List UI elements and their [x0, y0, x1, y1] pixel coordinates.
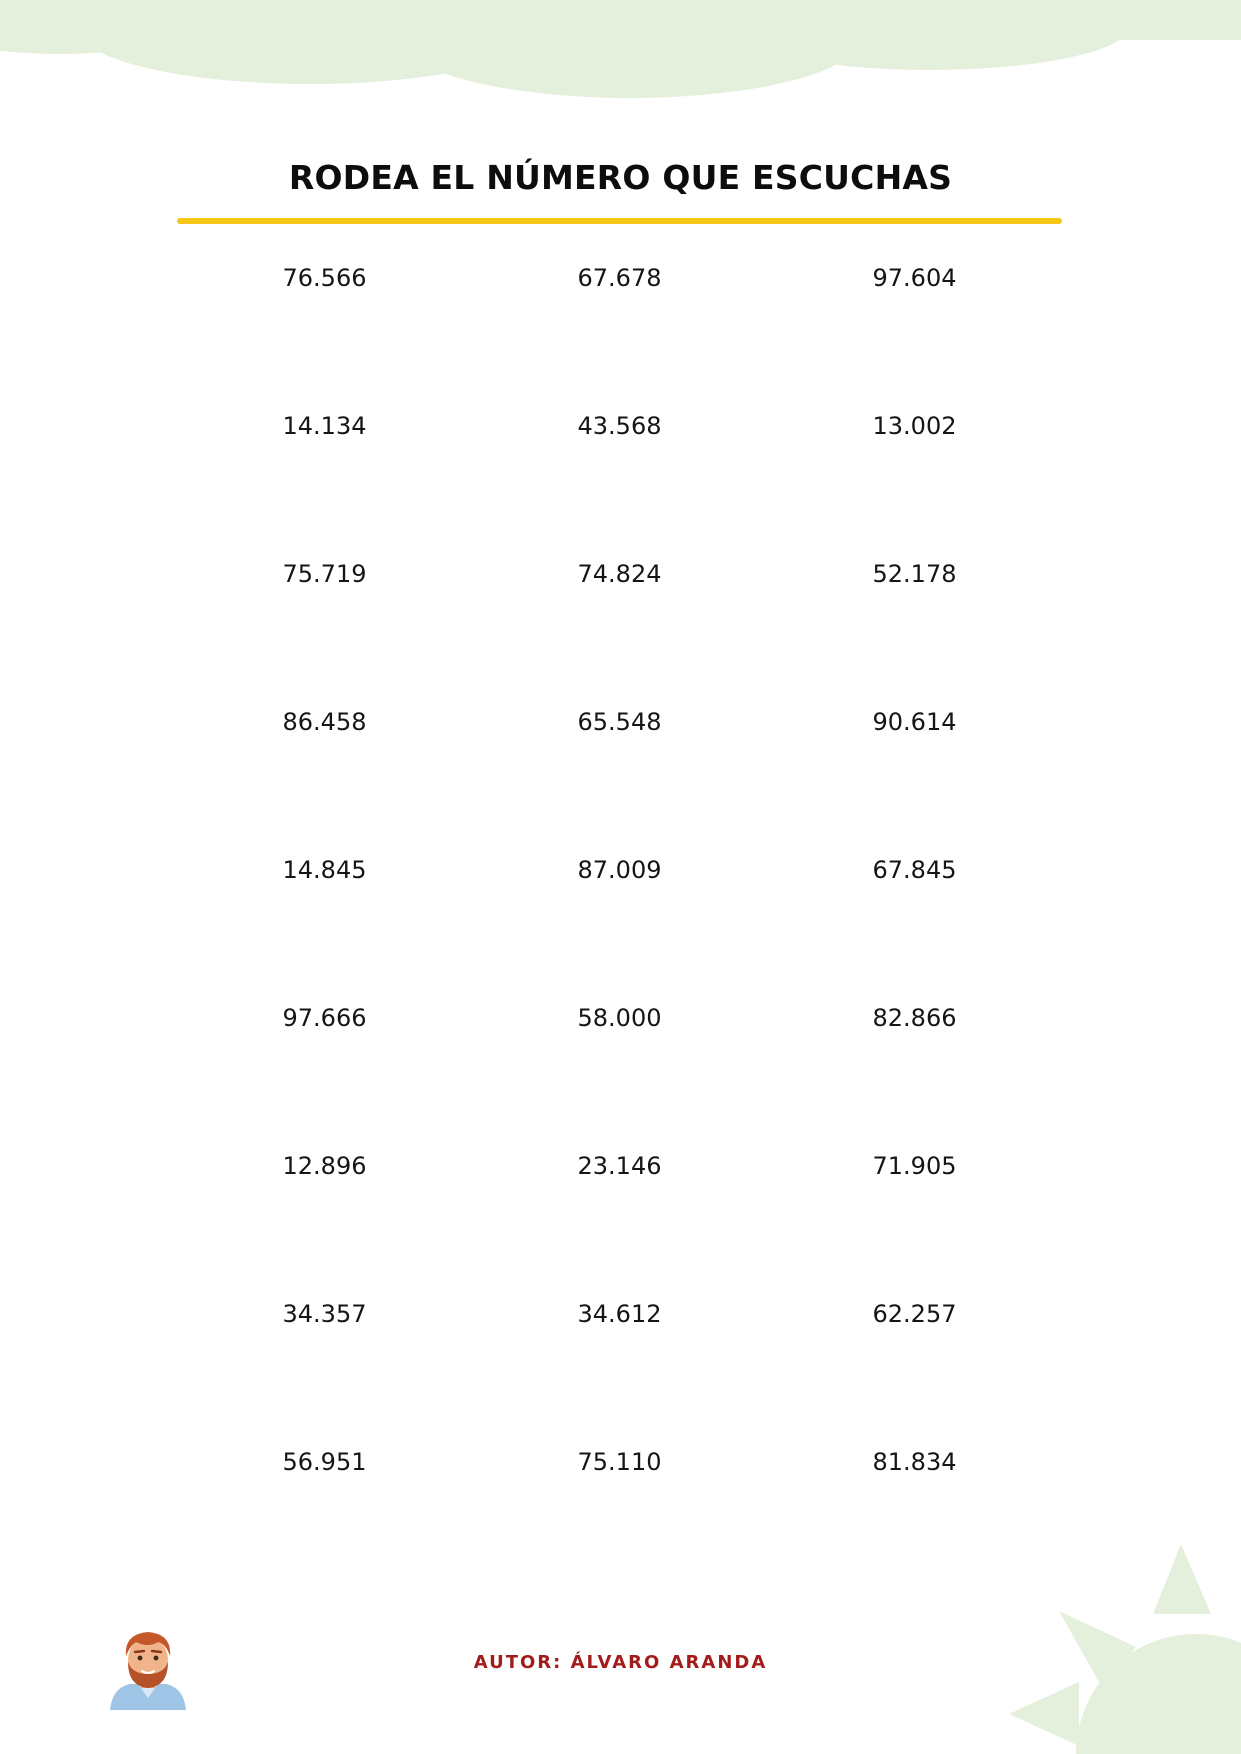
number-item[interactable]: 82.866 [872, 1004, 957, 1032]
page-title: RODEA EL NÚMERO QUE ESCUCHAS [288, 158, 953, 197]
number-item[interactable]: 76.566 [282, 264, 367, 292]
number-item[interactable]: 43.568 [577, 412, 662, 440]
number-item[interactable]: 23.146 [577, 1152, 662, 1180]
number-item[interactable]: 86.458 [282, 708, 367, 736]
number-item[interactable]: 67.845 [872, 856, 957, 884]
number-item[interactable]: 14.134 [282, 412, 367, 440]
number-item[interactable]: 67.678 [577, 264, 662, 292]
number-item[interactable]: 74.824 [577, 560, 662, 588]
number-item[interactable]: 65.548 [577, 708, 662, 736]
number-item[interactable]: 62.257 [872, 1300, 957, 1328]
number-item[interactable]: 13.002 [872, 412, 957, 440]
number-item[interactable]: 75.110 [577, 1448, 662, 1476]
number-item[interactable]: 14.845 [282, 856, 367, 884]
number-item[interactable]: 52.178 [872, 560, 957, 588]
number-item[interactable]: 71.905 [872, 1152, 957, 1180]
number-item[interactable]: 81.834 [872, 1448, 957, 1476]
number-item[interactable]: 87.009 [577, 856, 662, 884]
title-underline [177, 218, 1062, 224]
number-item[interactable]: 58.000 [577, 1004, 662, 1032]
number-item[interactable]: 34.612 [577, 1300, 662, 1328]
number-item[interactable]: 75.719 [282, 560, 367, 588]
number-item[interactable]: 90.614 [872, 708, 957, 736]
number-grid [177, 258, 1062, 1590]
cloud-decoration [0, 0, 1241, 110]
number-item[interactable]: 34.357 [282, 1300, 367, 1328]
number-item[interactable]: 97.604 [872, 264, 957, 292]
number-item[interactable]: 56.951 [282, 1448, 367, 1476]
number-item[interactable]: 97.666 [282, 1004, 367, 1032]
number-item[interactable]: 12.896 [282, 1152, 367, 1180]
author-credit: AUTOR: ÁLVARO ARANDA [473, 1652, 768, 1673]
